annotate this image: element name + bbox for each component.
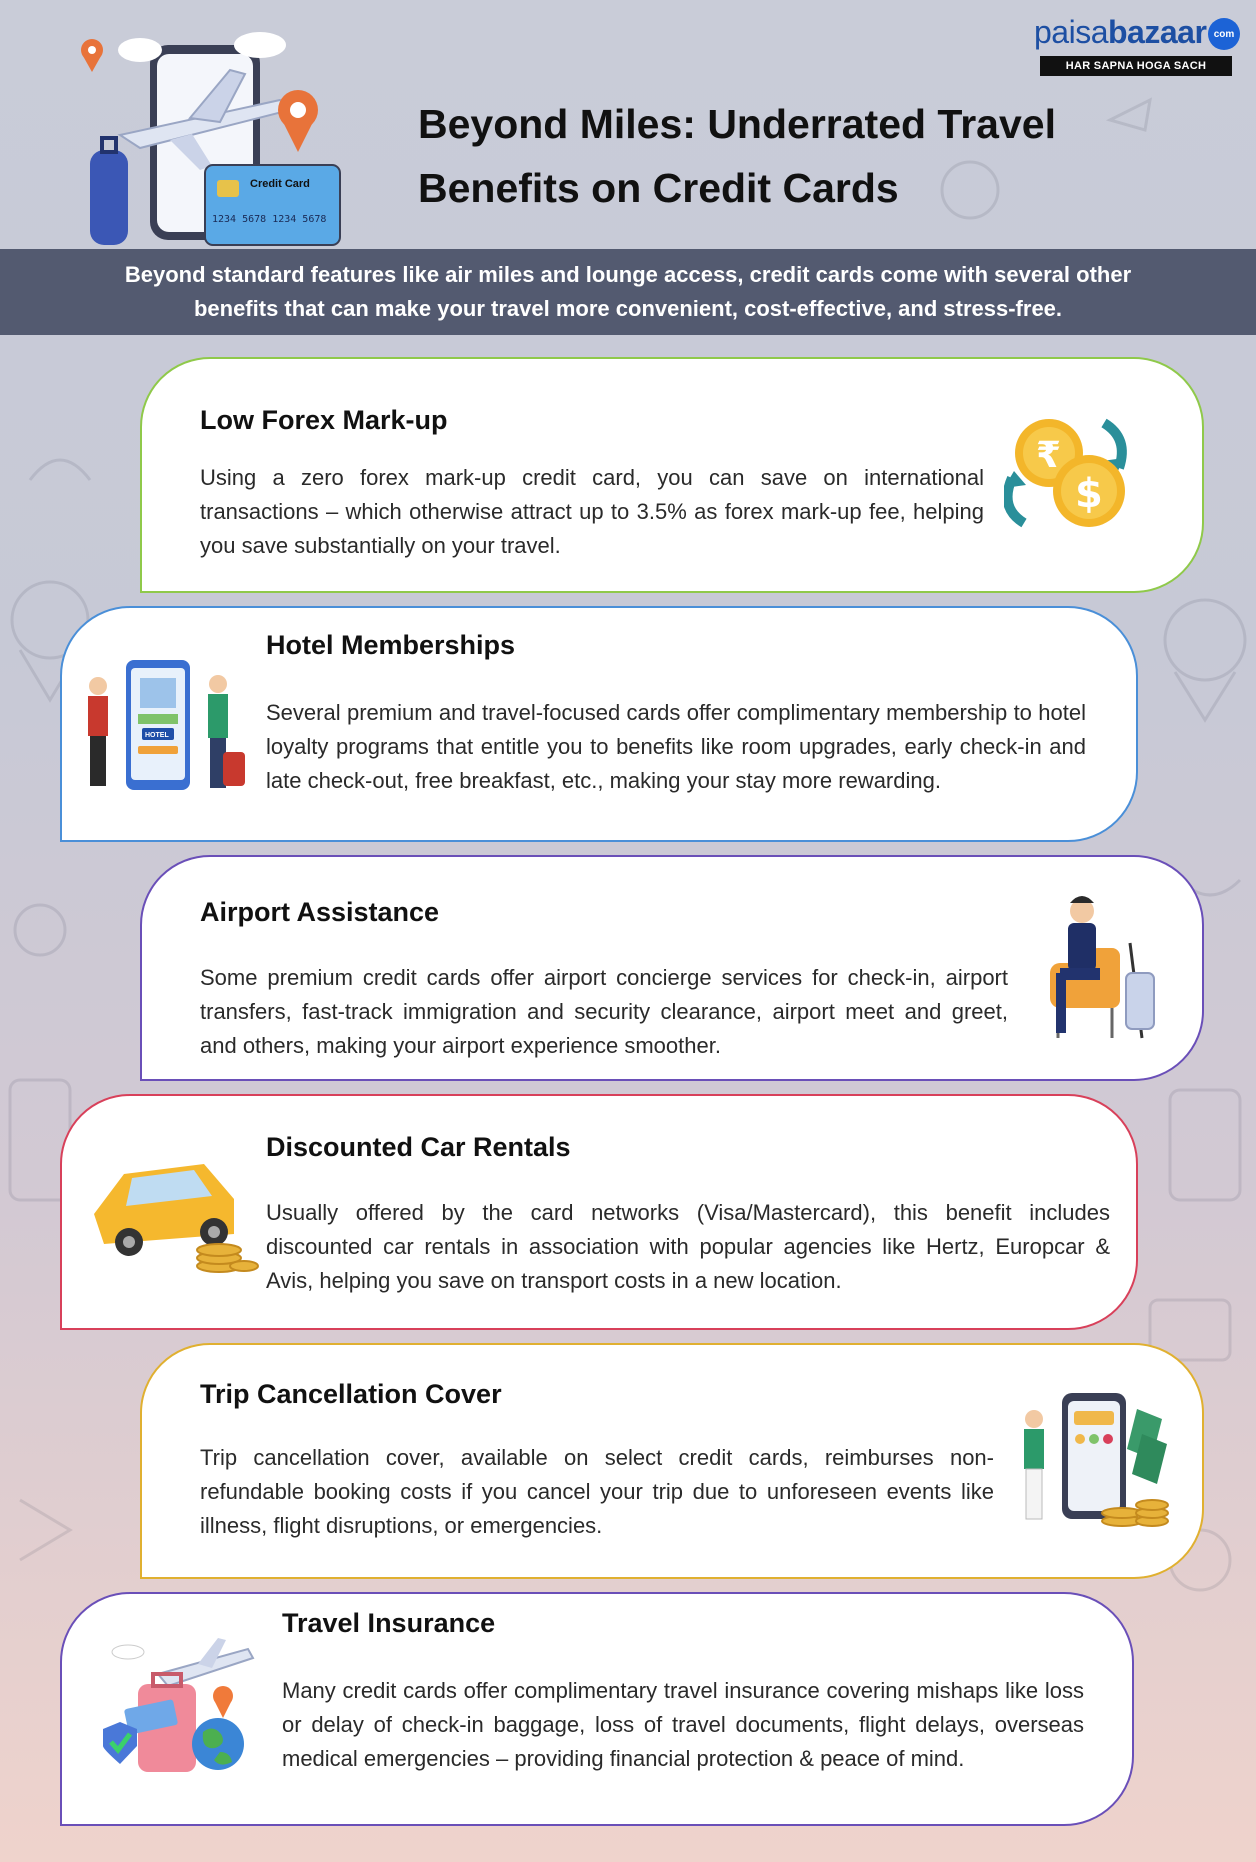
benefit-card-forex [140, 357, 1204, 593]
benefit-title: Trip Cancellation Cover [200, 1379, 502, 1409]
benefit-title: Discounted Car Rentals [266, 1132, 571, 1162]
benefit-title: Airport Assistance [200, 897, 440, 927]
brand-dot-badge: com [1208, 18, 1240, 50]
page-title [418, 92, 1118, 220]
svg-text:$: $ [1075, 471, 1103, 517]
brand-name-part1: paisa [1034, 14, 1108, 50]
brand-name [1034, 14, 1206, 51]
car-coins-icon [84, 1144, 259, 1274]
benefit-body: Trip cancellation cover, available on select credit cards, reimburses non-refundable booking costs if you cancel your trip due to unforeseen events like illness, flight disruptions, or emergencies. [200, 1445, 994, 1538]
benefit-title: Low Forex Mark-up [200, 405, 448, 435]
benefit-card-travel-insurance [60, 1592, 1134, 1826]
brand-name-part2: bazaar [1108, 14, 1207, 50]
benefit-title: Hotel Memberships [266, 630, 516, 660]
benefit-card-trip-cancellation [140, 1343, 1204, 1579]
traveller-seated-icon [1030, 893, 1170, 1043]
benefit-body: Several premium and travel-focused cards offer complimentary membership to hotel loyalty programs that entitle you to benefits like room upgrades, early check-in and late check-out, free breakfast, etc., making your stay more rewarding. [266, 700, 1086, 793]
svg-text:₹: ₹ [1036, 435, 1062, 476]
hotel-booking-icon [78, 656, 248, 796]
intro-band [0, 249, 1256, 335]
intro-line1: Beyond standard features like air miles and lounge access, credit cards come with several other [124, 262, 1132, 287]
benefit-body: Many credit cards offer complimentary travel insurance covering mishaps like loss or delay of check-in baggage, loss of travel documents, flight delays, overseas medical emergencies – providing financial protection & peace of mind. [282, 1678, 1084, 1771]
page-title-line2: Benefits on Credit Cards [418, 165, 899, 211]
benefit-body: Using a zero forex mark-up credit card, you can save on international transactions – which otherwise attract up to 3.5% as forex mark-up fee, helping you save substantially on your travel. [200, 465, 984, 558]
intro-line2: benefits that can make your travel more convenient, cost-effective, and stress-free. [193, 296, 1063, 321]
page-title-line1: Beyond Miles: Underrated Travel [418, 101, 1056, 147]
benefit-body: Some premium credit cards offer airport concierge services for check-in, airport transfers, fast-track immigration and security clearance, airport meet and greet, and others, making your airport experience smoother. [200, 965, 1008, 1058]
brand-logo [1030, 14, 1240, 78]
phone-refund-icon [1012, 1389, 1172, 1529]
benefit-card-hotel [60, 606, 1138, 842]
hero-travel-illustration [80, 30, 350, 250]
benefit-card-airport [140, 855, 1204, 1081]
hotel-icon-label: HOTEL [145, 732, 169, 739]
benefit-card-car-rentals [60, 1094, 1138, 1330]
travel-insurance-icon [98, 1634, 258, 1784]
currency-exchange-icon [1004, 413, 1134, 533]
benefit-body: Usually offered by the card networks (Visa/Mastercard), this benefit includes discounted car rentals in association with popular agencies like Hertz, Europcar & Avis, helping you save on transport costs in a new location. [266, 1200, 1110, 1293]
hero-card-label: Credit Card [250, 178, 310, 190]
hero-card-number: 1234 5678 1234 5678 [212, 214, 327, 225]
benefit-title: Travel Insurance [282, 1608, 496, 1638]
brand-tagline: HAR SAPNA HOGA SACH [1040, 56, 1232, 76]
